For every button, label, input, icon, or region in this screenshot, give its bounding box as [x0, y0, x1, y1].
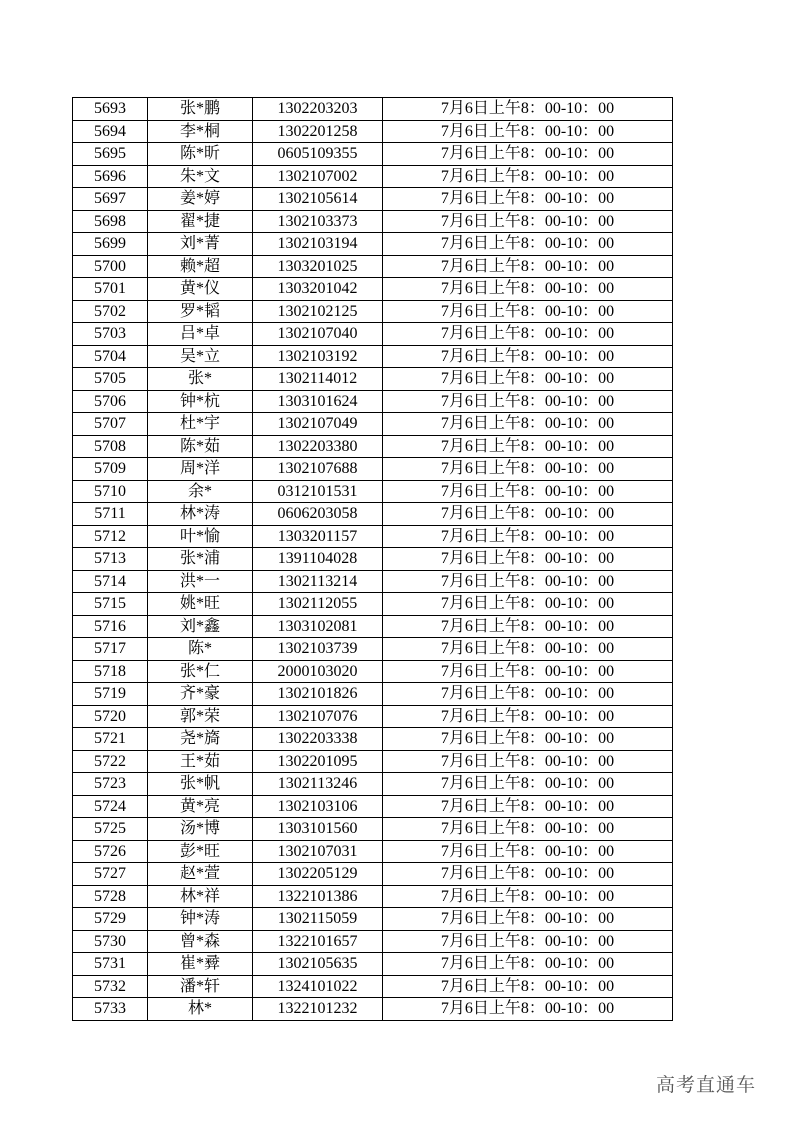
- exam-id-cell: 1303201042: [253, 278, 383, 301]
- student-name-cell: 黄*亮: [148, 795, 253, 818]
- exam-time-cell: 7月6日上午8：00-10：00: [383, 773, 673, 796]
- exam-id-cell: 1302112055: [253, 593, 383, 616]
- seq-number-cell: 5728: [73, 885, 148, 908]
- table-row: [73, 705, 673, 728]
- student-name-cell: 吴*立: [148, 345, 253, 368]
- student-name-cell: 罗*韬: [148, 300, 253, 323]
- exam-time-cell: 7月6日上午8：00-10：00: [383, 750, 673, 773]
- exam-time-cell: 7月6日上午8：00-10：00: [383, 188, 673, 211]
- exam-id-cell: 1302103373: [253, 210, 383, 233]
- table-row: [73, 390, 673, 413]
- exam-time-cell: 7月6日上午8：00-10：00: [383, 503, 673, 526]
- roster-table: [72, 97, 673, 1021]
- seq-number-cell: 5723: [73, 773, 148, 796]
- exam-id-cell: 1302107002: [253, 165, 383, 188]
- exam-id-cell: 1302103106: [253, 795, 383, 818]
- student-name-cell: 林*: [148, 998, 253, 1021]
- student-name-cell: 张*鹏: [148, 98, 253, 121]
- table-row: [73, 143, 673, 166]
- exam-time-cell: 7月6日上午8：00-10：00: [383, 255, 673, 278]
- student-name-cell: 朱*文: [148, 165, 253, 188]
- exam-time-cell: 7月6日上午8：00-10：00: [383, 570, 673, 593]
- exam-id-cell: 1303102081: [253, 615, 383, 638]
- seq-number-cell: 5715: [73, 593, 148, 616]
- exam-time-cell: 7月6日上午8：00-10：00: [383, 165, 673, 188]
- exam-id-cell: 1322101232: [253, 998, 383, 1021]
- table-row: [73, 188, 673, 211]
- student-name-cell: 杜*宇: [148, 413, 253, 436]
- seq-number-cell: 5716: [73, 615, 148, 638]
- seq-number-cell: 5705: [73, 368, 148, 391]
- exam-time-cell: 7月6日上午8：00-10：00: [383, 683, 673, 706]
- table-row: [73, 548, 673, 571]
- student-name-cell: 刘*鑫: [148, 615, 253, 638]
- seq-number-cell: 5725: [73, 818, 148, 841]
- seq-number-cell: 5700: [73, 255, 148, 278]
- exam-time-cell: 7月6日上午8：00-10：00: [383, 390, 673, 413]
- table-row: [73, 120, 673, 143]
- student-name-cell: 洪*一: [148, 570, 253, 593]
- seq-number-cell: 5733: [73, 998, 148, 1021]
- exam-id-cell: 1302113214: [253, 570, 383, 593]
- exam-id-cell: 1302203380: [253, 435, 383, 458]
- exam-id-cell: 1303201025: [253, 255, 383, 278]
- student-name-cell: 陈*: [148, 638, 253, 661]
- student-name-cell: 彭*旺: [148, 840, 253, 863]
- exam-time-cell: 7月6日上午8：00-10：00: [383, 548, 673, 571]
- exam-time-cell: 7月6日上午8：00-10：00: [383, 660, 673, 683]
- student-name-cell: 姜*婷: [148, 188, 253, 211]
- exam-time-cell: 7月6日上午8：00-10：00: [383, 480, 673, 503]
- seq-number-cell: 5721: [73, 728, 148, 751]
- seq-number-cell: 5732: [73, 975, 148, 998]
- exam-time-cell: 7月6日上午8：00-10：00: [383, 615, 673, 638]
- table-row: [73, 210, 673, 233]
- exam-id-cell: 1302115059: [253, 908, 383, 931]
- student-name-cell: 潘*轩: [148, 975, 253, 998]
- exam-time-cell: 7月6日上午8：00-10：00: [383, 210, 673, 233]
- exam-id-cell: 1322101657: [253, 930, 383, 953]
- exam-time-cell: 7月6日上午8：00-10：00: [383, 525, 673, 548]
- exam-id-cell: 1302201095: [253, 750, 383, 773]
- exam-time-cell: 7月6日上午8：00-10：00: [383, 840, 673, 863]
- student-name-cell: 崔*彛: [148, 953, 253, 976]
- student-name-cell: 张*仁: [148, 660, 253, 683]
- seq-number-cell: 5722: [73, 750, 148, 773]
- exam-id-cell: 1303101624: [253, 390, 383, 413]
- exam-time-cell: 7月6日上午8：00-10：00: [383, 435, 673, 458]
- seq-number-cell: 5729: [73, 908, 148, 931]
- exam-id-cell: 0606203058: [253, 503, 383, 526]
- table-row: [73, 683, 673, 706]
- student-name-cell: 赵*萱: [148, 863, 253, 886]
- exam-id-cell: 1302102125: [253, 300, 383, 323]
- exam-time-cell: 7月6日上午8：00-10：00: [383, 705, 673, 728]
- seq-number-cell: 5712: [73, 525, 148, 548]
- exam-time-cell: 7月6日上午8：00-10：00: [383, 413, 673, 436]
- table-row: [73, 930, 673, 953]
- student-name-cell: 张*帆: [148, 773, 253, 796]
- seq-number-cell: 5711: [73, 503, 148, 526]
- student-name-cell: 赖*超: [148, 255, 253, 278]
- seq-number-cell: 5714: [73, 570, 148, 593]
- exam-time-cell: 7月6日上午8：00-10：00: [383, 593, 673, 616]
- exam-id-cell: 1302105635: [253, 953, 383, 976]
- exam-time-cell: 7月6日上午8：00-10：00: [383, 863, 673, 886]
- exam-time-cell: 7月6日上午8：00-10：00: [383, 795, 673, 818]
- exam-id-cell: 1302103194: [253, 233, 383, 256]
- seq-number-cell: 5698: [73, 210, 148, 233]
- table-row: [73, 593, 673, 616]
- exam-id-cell: 1302201258: [253, 120, 383, 143]
- table-row: [73, 998, 673, 1021]
- table-row: [73, 885, 673, 908]
- table-row: [73, 278, 673, 301]
- exam-id-cell: 1302107040: [253, 323, 383, 346]
- exam-time-cell: 7月6日上午8：00-10：00: [383, 120, 673, 143]
- student-name-cell: 吕*卓: [148, 323, 253, 346]
- seq-number-cell: 5708: [73, 435, 148, 458]
- exam-time-cell: 7月6日上午8：00-10：00: [383, 300, 673, 323]
- table-row: [73, 98, 673, 121]
- seq-number-cell: 5709: [73, 458, 148, 481]
- exam-time-cell: 7月6日上午8：00-10：00: [383, 323, 673, 346]
- exam-time-cell: 7月6日上午8：00-10：00: [383, 345, 673, 368]
- watermark-text: 高考直通车: [656, 1074, 757, 1096]
- table-row: [73, 660, 673, 683]
- exam-id-cell: 1391104028: [253, 548, 383, 571]
- seq-number-cell: 5694: [73, 120, 148, 143]
- exam-time-cell: 7月6日上午8：00-10：00: [383, 953, 673, 976]
- exam-time-cell: 7月6日上午8：00-10：00: [383, 998, 673, 1021]
- exam-id-cell: 1302107049: [253, 413, 383, 436]
- student-name-cell: 齐*豪: [148, 683, 253, 706]
- seq-number-cell: 5720: [73, 705, 148, 728]
- student-name-cell: 张*浦: [148, 548, 253, 571]
- exam-id-cell: 1302203338: [253, 728, 383, 751]
- student-name-cell: 李*桐: [148, 120, 253, 143]
- table-row: [73, 908, 673, 931]
- exam-id-cell: 1302107688: [253, 458, 383, 481]
- seq-number-cell: 5718: [73, 660, 148, 683]
- exam-time-cell: 7月6日上午8：00-10：00: [383, 885, 673, 908]
- exam-time-cell: 7月6日上午8：00-10：00: [383, 278, 673, 301]
- seq-number-cell: 5707: [73, 413, 148, 436]
- exam-time-cell: 7月6日上午8：00-10：00: [383, 728, 673, 751]
- exam-time-cell: 7月6日上午8：00-10：00: [383, 975, 673, 998]
- seq-number-cell: 5695: [73, 143, 148, 166]
- exam-time-cell: 7月6日上午8：00-10：00: [383, 638, 673, 661]
- seq-number-cell: 5699: [73, 233, 148, 256]
- seq-number-cell: 5726: [73, 840, 148, 863]
- table-row: [73, 638, 673, 661]
- exam-time-cell: 7月6日上午8：00-10：00: [383, 143, 673, 166]
- exam-id-cell: 0312101531: [253, 480, 383, 503]
- table-row: [73, 975, 673, 998]
- exam-id-cell: 1302103739: [253, 638, 383, 661]
- exam-id-cell: 1302114012: [253, 368, 383, 391]
- seq-number-cell: 5702: [73, 300, 148, 323]
- student-name-cell: 钟*涛: [148, 908, 253, 931]
- student-name-cell: 翟*捷: [148, 210, 253, 233]
- table-row: [73, 413, 673, 436]
- seq-number-cell: 5704: [73, 345, 148, 368]
- table-row: [73, 345, 673, 368]
- exam-id-cell: 1324101022: [253, 975, 383, 998]
- student-name-cell: 钟*杭: [148, 390, 253, 413]
- exam-id-cell: 1302107031: [253, 840, 383, 863]
- student-name-cell: 郭*荣: [148, 705, 253, 728]
- student-name-cell: 张*: [148, 368, 253, 391]
- table-row: [73, 255, 673, 278]
- exam-id-cell: 0605109355: [253, 143, 383, 166]
- seq-number-cell: 5697: [73, 188, 148, 211]
- seq-number-cell: 5713: [73, 548, 148, 571]
- table-row: [73, 323, 673, 346]
- seq-number-cell: 5731: [73, 953, 148, 976]
- exam-id-cell: 2000103020: [253, 660, 383, 683]
- exam-id-cell: 1303101560: [253, 818, 383, 841]
- table-row: [73, 300, 673, 323]
- seq-number-cell: 5703: [73, 323, 148, 346]
- table-row: [73, 728, 673, 751]
- seq-number-cell: 5706: [73, 390, 148, 413]
- seq-number-cell: 5730: [73, 930, 148, 953]
- seq-number-cell: 5710: [73, 480, 148, 503]
- student-name-cell: 余*: [148, 480, 253, 503]
- table-row: [73, 165, 673, 188]
- seq-number-cell: 5719: [73, 683, 148, 706]
- table-row: [73, 863, 673, 886]
- student-name-cell: 尧*旖: [148, 728, 253, 751]
- seq-number-cell: 5701: [73, 278, 148, 301]
- exam-time-cell: 7月6日上午8：00-10：00: [383, 233, 673, 256]
- exam-id-cell: 1302113246: [253, 773, 383, 796]
- exam-id-cell: 1302205129: [253, 863, 383, 886]
- table-row: [73, 435, 673, 458]
- student-name-cell: 黄*仪: [148, 278, 253, 301]
- student-name-cell: 林*祥: [148, 885, 253, 908]
- exam-id-cell: 1302107076: [253, 705, 383, 728]
- seq-number-cell: 5696: [73, 165, 148, 188]
- table-row: [73, 233, 673, 256]
- table-row: [73, 570, 673, 593]
- table-row: [73, 503, 673, 526]
- exam-time-cell: 7月6日上午8：00-10：00: [383, 368, 673, 391]
- exam-id-cell: 1302203203: [253, 98, 383, 121]
- table-row: [73, 615, 673, 638]
- student-name-cell: 汤*博: [148, 818, 253, 841]
- seq-number-cell: 5693: [73, 98, 148, 121]
- table-row: [73, 368, 673, 391]
- seq-number-cell: 5724: [73, 795, 148, 818]
- table-row: [73, 818, 673, 841]
- table-row: [73, 840, 673, 863]
- seq-number-cell: 5727: [73, 863, 148, 886]
- student-name-cell: 林*涛: [148, 503, 253, 526]
- student-name-cell: 叶*愉: [148, 525, 253, 548]
- student-name-cell: 陈*茹: [148, 435, 253, 458]
- exam-id-cell: 1302103192: [253, 345, 383, 368]
- student-name-cell: 周*洋: [148, 458, 253, 481]
- student-name-cell: 姚*旺: [148, 593, 253, 616]
- exam-time-cell: 7月6日上午8：00-10：00: [383, 98, 673, 121]
- table-row: [73, 953, 673, 976]
- table-row: [73, 458, 673, 481]
- table-row: [73, 795, 673, 818]
- roster-table-body: [73, 98, 673, 1021]
- exam-time-cell: 7月6日上午8：00-10：00: [383, 908, 673, 931]
- exam-id-cell: 1302101826: [253, 683, 383, 706]
- student-name-cell: 曾*森: [148, 930, 253, 953]
- exam-time-cell: 7月6日上午8：00-10：00: [383, 458, 673, 481]
- exam-id-cell: 1302105614: [253, 188, 383, 211]
- table-row: [73, 525, 673, 548]
- table-row: [73, 773, 673, 796]
- exam-time-cell: 7月6日上午8：00-10：00: [383, 818, 673, 841]
- seq-number-cell: 5717: [73, 638, 148, 661]
- exam-id-cell: 1303201157: [253, 525, 383, 548]
- student-name-cell: 陈*昕: [148, 143, 253, 166]
- table-row: [73, 750, 673, 773]
- exam-id-cell: 1322101386: [253, 885, 383, 908]
- table-row: [73, 480, 673, 503]
- student-name-cell: 王*茹: [148, 750, 253, 773]
- exam-time-cell: 7月6日上午8：00-10：00: [383, 930, 673, 953]
- student-name-cell: 刘*菁: [148, 233, 253, 256]
